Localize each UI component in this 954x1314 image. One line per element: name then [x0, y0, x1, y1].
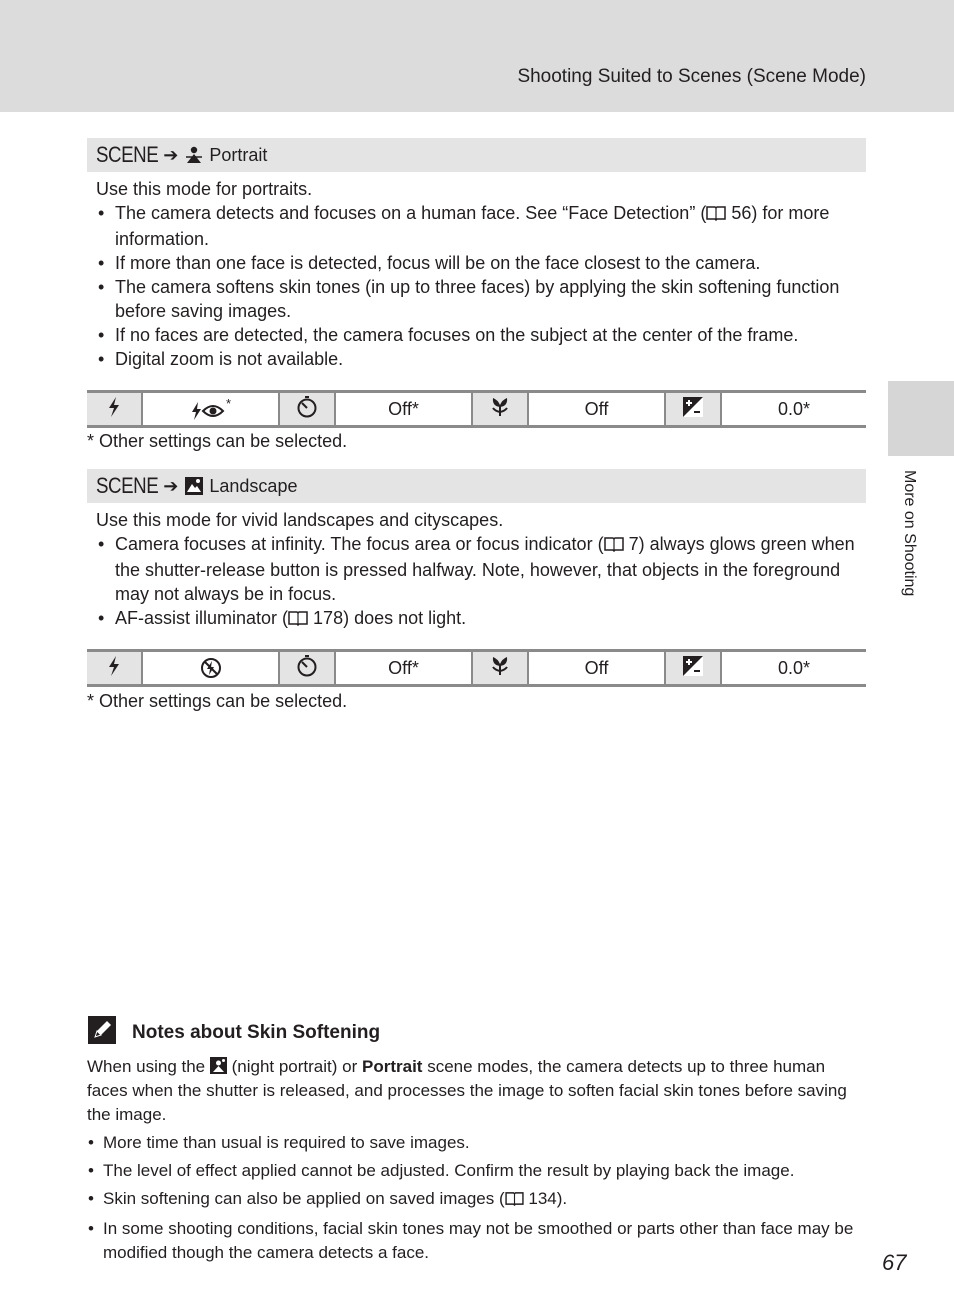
scene-word: SCENE: [96, 142, 159, 167]
page-number: 67: [882, 1250, 907, 1275]
bullet-text: Skin softening can also be applied on saved images (: [103, 1189, 505, 1208]
book-icon: [288, 608, 308, 632]
macro-icon: [472, 392, 528, 427]
notes-bullet-1: • More time than usual is required to save images.: [87, 1131, 867, 1155]
portrait-description: [96, 177, 866, 371]
page-header-title: Shooting Suited to Scenes (Scene Mode): [517, 66, 866, 87]
timer-value: Off*: [335, 392, 472, 427]
macro-icon: [472, 651, 528, 686]
chapter-side-label-text: More on Shooting: [901, 470, 918, 597]
scene-word: SCENE: [96, 473, 159, 498]
timer-value: Off*: [335, 651, 472, 686]
landscape-description: [96, 508, 866, 632]
notes-text: (night portrait) or: [231, 1057, 358, 1076]
portrait-bullet-1: [96, 201, 866, 251]
notes-text: When using the: [87, 1057, 206, 1076]
bullet-text: AF-assist illuminator (: [115, 608, 289, 628]
section-heading-portrait: [87, 138, 866, 172]
landscape-footnote: * Other settings can be selected.: [87, 691, 348, 711]
bullet-text: Camera focuses at infinity. The focus area or focus indicator (: [115, 534, 604, 554]
notes-bold-portrait: Portrait: [362, 1057, 423, 1076]
portrait-footnote: * Other settings can be selected.: [87, 431, 348, 451]
portrait-intro: Use this mode for portraits.: [96, 179, 313, 199]
portrait-settings-table: [87, 390, 866, 428]
macro-value: Off: [528, 651, 665, 686]
portrait-bullet-3: • The camera softens skin tones (in up to three faces) by applying the skin softening function before saving images.: [96, 275, 866, 323]
notes-heading: [88, 1016, 380, 1049]
bullet-text: The camera detects and focuses on a human face. See “Face Detection” (: [115, 203, 707, 223]
landscape-bullet-2: [96, 606, 866, 632]
flash-redeye-icon: [190, 399, 226, 419]
mode-label-landscape: Landscape: [209, 475, 298, 496]
flash-footnote-mark: *: [225, 396, 232, 412]
section-heading-landscape: [87, 469, 866, 503]
exposure-value: 0.0*: [721, 651, 866, 686]
chapter-side-label: [896, 470, 920, 620]
self-timer-icon: [279, 392, 335, 427]
header-band: [0, 0, 954, 112]
exposure-comp-icon: [665, 651, 721, 686]
portrait-icon: [184, 145, 204, 165]
portrait-bullet-2: • If more than one face is detected, focus will be on the face closest to the camera.: [96, 251, 866, 275]
bullet-text: 56) for more information.: [115, 203, 830, 249]
flash-value: [142, 392, 279, 427]
notes-title: Notes about Skin Softening: [132, 1021, 381, 1043]
landscape-intro: Use this mode for vivid landscapes and cityscapes.: [96, 510, 504, 530]
flash-icon: [87, 392, 142, 427]
notes-text: scene modes, the camera detects up to three human faces when the shutter is released, and processes the image to soften facial skin tones before saving the image.: [87, 1057, 847, 1124]
landscape-bullet-1: [96, 532, 866, 606]
arrow-icon: ➔: [163, 144, 179, 165]
landscape-icon: [184, 476, 204, 496]
note-pencil-icon: [88, 1016, 116, 1049]
bullet-text: 134).: [528, 1189, 568, 1208]
exposure-comp-icon: [665, 392, 721, 427]
exposure-value: 0.0*: [721, 392, 866, 427]
book-icon: [604, 534, 624, 558]
landscape-settings-table: [87, 649, 866, 687]
portrait-bullet-5: • Digital zoom is not available.: [96, 347, 866, 371]
self-timer-icon: [279, 651, 335, 686]
book-icon: [706, 203, 726, 227]
flash-off-icon: [200, 657, 222, 677]
chapter-tab: [888, 381, 954, 456]
notes-bullet-3: [87, 1187, 867, 1213]
portrait-bullet-4: • If no faces are detected, the camera focuses on the subject at the center of the frame.: [96, 323, 866, 347]
bullet-text: 7) always glows green when the shutter-release button is pressed halfway. Note, however, that objects in the foreground may not always be in focus.: [115, 534, 855, 604]
notes-body: [87, 1055, 867, 1269]
notes-bullet-4: • In some shooting conditions, facial skin tones may not be smoothed or parts other than face may be modified though the camera detects a face.: [87, 1217, 867, 1265]
mode-label-portrait: Portrait: [209, 144, 268, 165]
notes-bullet-2: • The level of effect applied cannot be adjusted. Confirm the result by playing back the image.: [87, 1159, 867, 1183]
arrow-icon: ➔: [163, 475, 179, 496]
bullet-text: 178) does not light.: [313, 608, 467, 628]
flash-icon: [87, 651, 142, 686]
book-icon: [505, 1189, 524, 1213]
flash-value: [142, 651, 279, 686]
macro-value: Off: [528, 392, 665, 427]
night-portrait-icon: [210, 1057, 227, 1076]
notes-paragraph: [87, 1055, 867, 1127]
